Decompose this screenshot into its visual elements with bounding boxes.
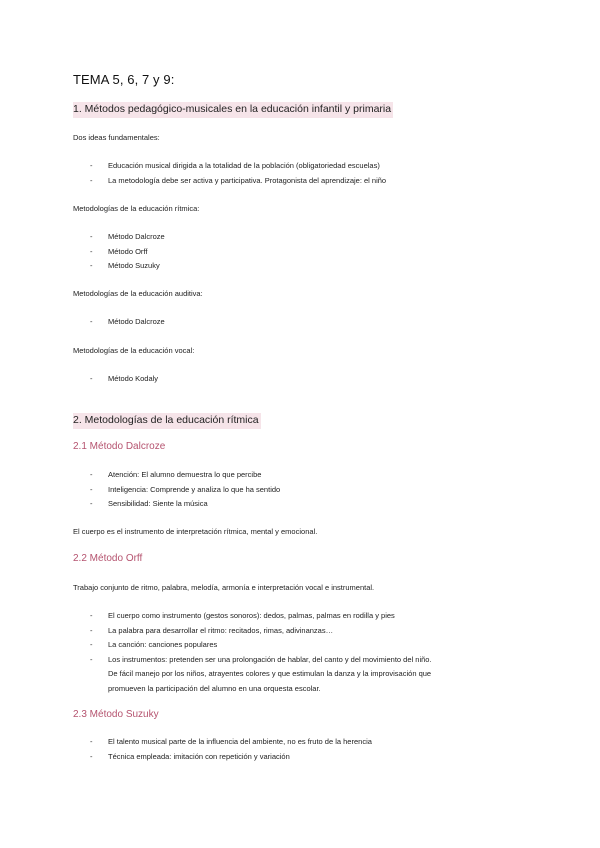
ritmica-label: Metodologías de la educación rítmica: [73, 204, 200, 213]
orff-heading: 2.2 Método Orff [73, 553, 143, 564]
section-2-heading: 2. Metodologías de la educación rítmica [73, 413, 261, 429]
page-title: TEMA 5, 6, 7 y 9: [73, 72, 175, 87]
section-1-heading: 1. Métodos pedagógico-musicales en la educación infantil y primaria [73, 102, 393, 118]
orff-instruments-line-3: promueven la participación del alumno en una orquesta escolar. [108, 683, 321, 693]
document-page: TEMA 5, 6, 7 y 9: 1. Métodos pedagógico-musicales en la educación infantil y primaria Dos ideas fundamentales: - Educación musical dirigida a la totalidad de la población (obligatoriedad escuelas) - La metodología debe ser activa y participativa. Protagonista del aprendizaje: el niño Metodologías de la educación rítmica: - Método Dalcroze - Método Orff - Método Suzuky Metodologías de la educación auditiva: - Método Dalcroze Metodologías de la educación vocal: - Método Kodaly 2. Metodologías de la educación rítmica 2.1 Método Dalcroze - Atención: El alumno demuestra lo que percibe - Inteligencia: Comprende y analiza lo que ha sentido - Sensibilidad: Siente la música El cuerpo es el instrumento de interpretación rítmica, mental y emocional. 2.2 Método Orff Trabajo conjunto de ritmo, palabra, melodía, armonía e interpretación vocal e instrumental. - El cuerpo como instrumento (gestos sonoros): dedos, palmas, palmas en rodilla y pies - La palabra para desarrollar el ritmo: recitados, rimas, adivinanzas… - La canción: canciones populares - Los instrumentos: pretenden ser una prolongación de hablar, del canto y del movimiento del niño. De fácil manejo por los niños, atrayentes colores y que estimulan la danza y la improvisación que promueven la participación del alumno en una orquesta escolar. 2.3 Método Suzuky - El talento musical parte de la influencia del ambiente, no es fruto de la herencia - Técnica empleada: imitación con repetición y variación [73, 72, 432, 761]
dalcroze-note: El cuerpo es el instrumento de interpretación rítmica, mental y emocional. [73, 527, 318, 536]
dalcroze-heading: 2.1 Método Dalcroze [73, 441, 166, 452]
orff-instruments-line-2: De fácil manejo por los niños, atrayentes colores y que estimulan la danza y la improvisación que [108, 669, 432, 678]
orff-instruments-line-1: Los instrumentos: pretenden ser una prolongación de hablar, del canto y del movimiento del niño. [108, 654, 432, 664]
orff-intro: Trabajo conjunto de ritmo, palabra, melodía, armonía e interpretación vocal e instrumental. [73, 583, 375, 592]
suzuky-heading: 2.3 Método Suzuky [73, 709, 159, 720]
vocal-label: Metodologías de la educación vocal: [73, 346, 195, 355]
auditiva-label: Metodologías de la educación auditiva: [73, 289, 203, 298]
ideas-label: Dos ideas fundamentales: [73, 133, 160, 142]
